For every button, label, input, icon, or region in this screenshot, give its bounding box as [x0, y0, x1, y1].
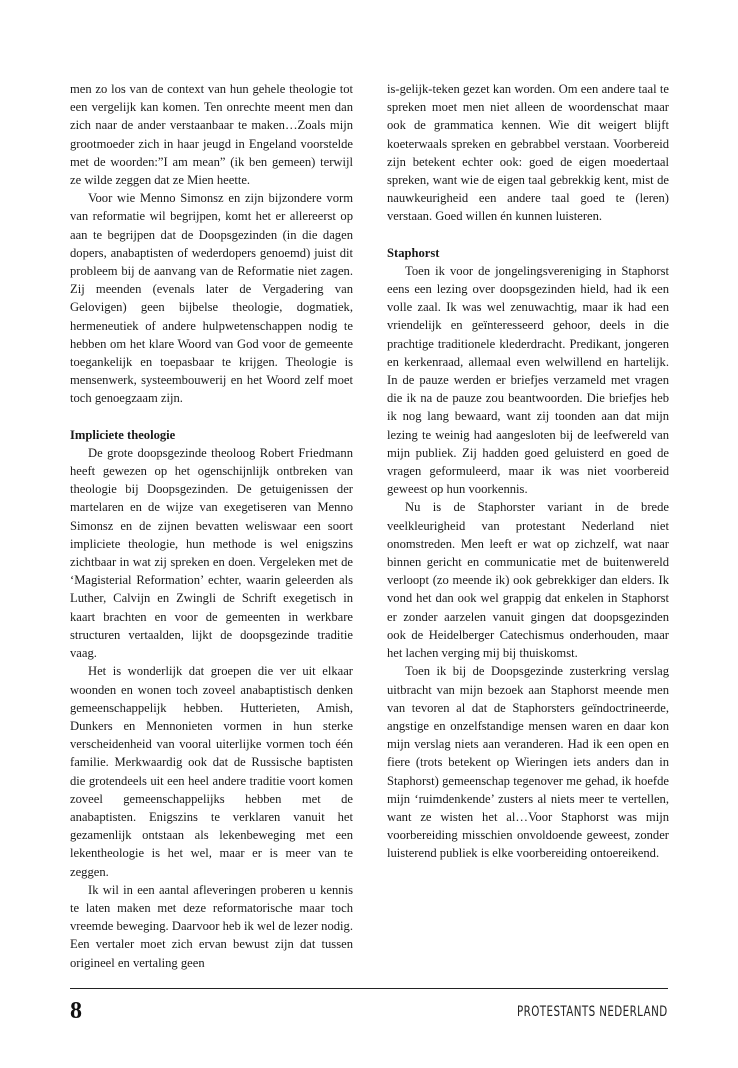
section-heading: Staphorst [387, 245, 440, 260]
body-paragraph: Voor wie Menno Simonsz en zijn bijzondere vorm van reformatie wil begrijpen, komt het er allereerst op aan te begrijpen dat de Doopsgezinden (in die dagen dopers, anabaptisten of wederdopers genoemd) juist dit probleem bij de aanvang van de Reformatie niet zagen. Zij meenden (evenals later de Vergadering van Gelovigen) geen bijbelse theologie, dogmatiek, hermeneutiek of andere hulpwetenschappen nodig te hebben om het klare Woord van God voor de gemeente toegankelijk en toepasbaar te krijgen. Theologie is mensenwerk, systeembouwerij en het Woord zelf moet toch genoegzaam zijn. [70, 191, 353, 406]
publication-name: PROTESTANTS NEDERLAND [517, 1004, 668, 1020]
body-paragraph: Ik wil in een aantal afleveringen proberen u kennis te laten maken met deze reformatorische maar toch vreemde beweging. Daarvoor heb ik wel de lezer nodig. Een vertaler moet zich ervan bewust zijn dat tussen origineel en vertaling geen [70, 882, 353, 970]
body-paragraph: Toen ik voor de jongelingsvereniging in Staphorst eens een lezing over doopsgezinden hield, had ik een volle zaal. Ik was wel zenuwachtig, maar ik had een vriendelijk en geïnteresseerd gehoor, deels in die prachtige traditionele klederdracht. Predikant, jongeren en kerkenraad, allemaal even welwillend en hartelijk. In de pauze werden er briefjes verzameld met vragen die ik na de pauze zou beantwoorden. Die briefjes heb ik nog lang bewaard, want zij toonden aan dat mijn lezing te weinig had aangesloten bij de leefwereld van mijn publiek. Zij hadden goed geluisterd en goed de vragen geformuleerd, maar ik was niet voorbereid geweest op hun voorkennis. [387, 263, 669, 497]
body-paragraph: Toen ik bij de Doopsgezinde zusterkring verslag uitbracht van mijn bezoek aan Staphorst meende men van tevoren al dat de Staphorsters geïndoctrineerde, angstige en onzelfstandige mensen waren en daar kon mijn verslag niets aan veranderen. Had ik een open en fiere (trots betekent op Wieringen iets anders dan in Staphorst) gemeenschap tegenover me gehad, ik hoefde mijn ‘ruimdenkende’ zusters al niets meer te vertellen, want ze wisten het al…Voor Staphorst was mijn voorbereiding misschien onvoldoende geweest, zonder luisterend publiek is elke voorbereiding ontoereikend. [387, 664, 669, 861]
body-paragraph: Het is wonderlijk dat groepen die ver uit elkaar woonden en wonen toch zoveel anabaptistisch denken gemeenschappelijk hebben. Hutterieten, Amish, Dunkers en Mennonieten vormen in hun sterke verscheidenheid van vooral uiterlijke vormen toch één familie. Merkwaardig ook dat de Russische baptisten die grotendeels uit een heel andere traditie voort komen zoveel gemeenschappelijks hebben met de anabaptisten. Enigszins te verklaren vanuit het gezamenlijk ontstaan als lekenbeweging met een lekentheologie is het wel, maar er is meer van te zeggen. [70, 664, 353, 879]
page-number: 8 [70, 998, 82, 1024]
left-column [70, 80, 353, 972]
footer-divider [70, 988, 668, 989]
body-paragraph: De grote doopsgezinde theoloog Robert Friedmann heeft gewezen op het ogenschijnlijk ontbreken van theologie bij Doopsgezinden. De getuigenissen der martelaren en de wijze van exegetiseren van Menno Simonsz en de zijnen bevatten weliswaar een soort impliciete theologie, hun methode is wel enigszins zichtbaar in wat zij spreken en doen. Vergeleken met de ‘Magisterial Reformation’ echter, waarin geleerden als Luther, Calvijn en Zwingli de Schrift exegetisch in kaart brachten en voor de gemeenten in werkbare structuren vertaalden, lijkt de doopsgezinde traditie vaag. [70, 445, 353, 661]
section-heading: Impliciete theologie [70, 427, 176, 442]
body-paragraph: Nu is de Staphorster variant in de brede veelkleurigheid van protestant Nederland niet onomstreden. Men leeft er wat op zichzelf, wat naar binnen gericht en communicatie met de buitenwereld verloopt (zo meende ik) ook gebrekkiger dan elders. Ik vond het dan ook wel grappig dat enkelen in Staphorst er zonder aarzelen vanuit gingen dat doopsgezinden ook de Heidelberger Catechismus onderhouden, maar het lachen verging mij bij thuiskomst. [387, 500, 669, 661]
body-paragraph: men zo los van de context van hun gehele theologie tot een vergelijk kan komen. Ten onrechte meent men dan zich naar de ander verstaanbaar te maken…Zoals mijn grootmoeder zich in haar jeugd in Engeland voorstelde met de woorden:”I am mean” (ik ben gemeen) terwijl ze wilde zeggen dat ze Mien heette. [70, 82, 353, 188]
body-paragraph: is-gelijk-teken gezet kan worden. Om een andere taal te spreken moet men niet alleen de woordenschat maar ook de grammatica kennen. Wie dit weigert blijft koeterwaals spreken en gebrabbel verstaan. Voorbereid zijn betekent echter ook: goed de eigen moedertaal spreken, want wie de eigen taal gebrekkig kent, mist de nauwkeurigheid een andere taal goed te (leren) verstaan. Goed willen én kunnen luisteren. [387, 82, 669, 224]
right-column [387, 80, 669, 863]
